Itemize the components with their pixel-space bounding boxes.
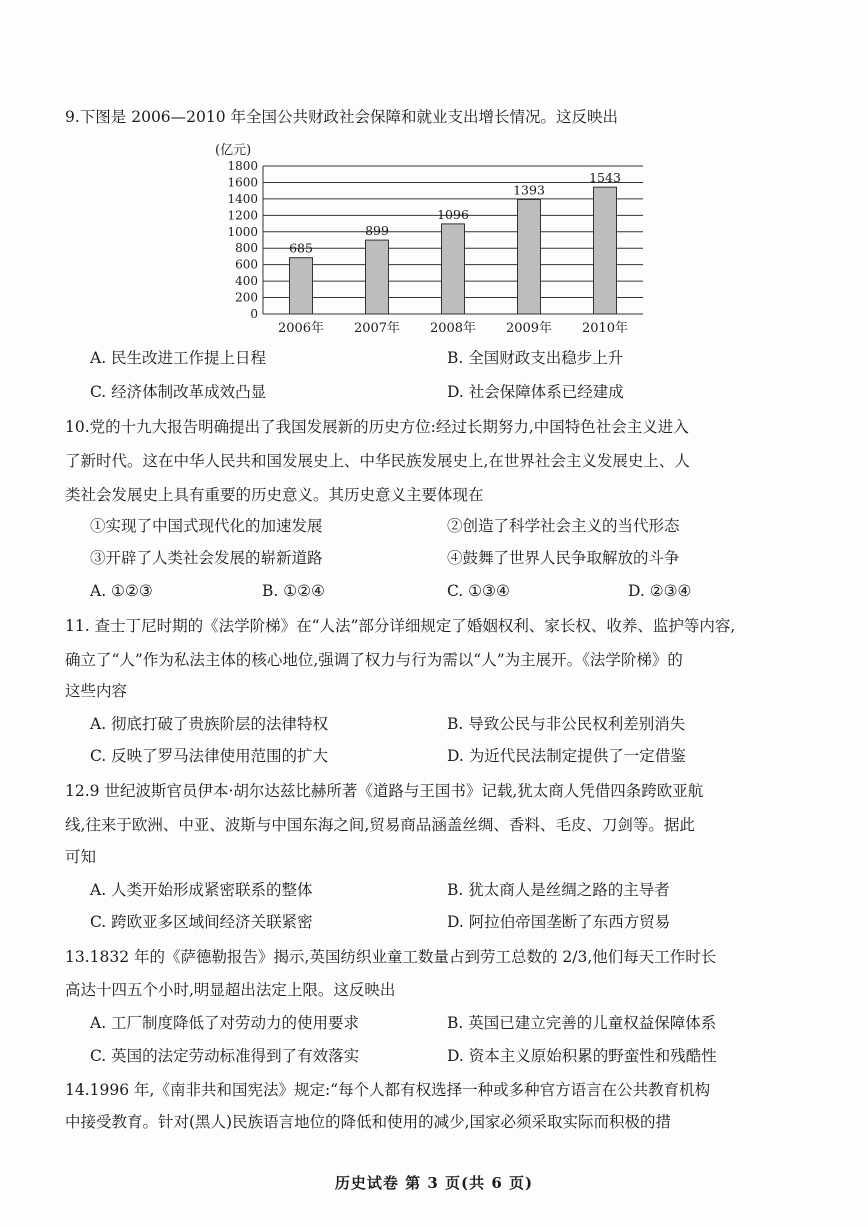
q11-option-b: B. 导致公民与非公民权利差别消失 [447, 715, 686, 733]
chart-ytick-label: 1800 [227, 159, 258, 173]
q9-option-d: D. 社会保障体系已经建成 [447, 383, 624, 401]
q12-option-b: B. 犹太商人是丝绸之路的主导者 [447, 881, 670, 899]
chart-ytick-label: 800 [235, 241, 258, 256]
chart-ytick-label: 200 [235, 290, 258, 305]
page-footer: 历史试卷 第 3 页(共 6 页) [334, 1174, 534, 1192]
q10-item-2: ②创造了科学社会主义的当代形态 [447, 517, 680, 535]
q9-option-a: A. 民生改进工作提上日程 [90, 349, 267, 367]
q12-line-2: 线,往来于欧洲、中亚、波斯与中国东海之间,贸易商品涵盖丝绸、香料、毛皮、刀剑等。据此 [65, 816, 695, 834]
chart-xtick-label: 2006年 [277, 321, 325, 336]
chart-ytick-label: 400 [235, 274, 258, 289]
chart-data-label: 1543 [589, 170, 621, 186]
q13-option-d: D. 资本主义原始积累的野蛮性和残酷性 [447, 1047, 717, 1065]
q10-line-1: 10.党的十九大报告明确提出了我国发展新的历史方位:经过长期努力,中国特色社会主义进入 [65, 418, 689, 436]
q13-option-a: A. 工厂制度降低了对劳动力的使用要求 [90, 1014, 360, 1032]
chart-ylabel: (亿元) [215, 143, 252, 158]
chart-data-label: 1393 [513, 182, 545, 198]
q10-option-d: D. ②③④ [628, 582, 692, 600]
chart-ytick-label: 1200 [227, 208, 258, 223]
chart-bar [290, 258, 313, 314]
q11-option-d: D. 为近代民法制定提供了一定借鉴 [447, 747, 686, 765]
chart-ytick-label: 1000 [227, 224, 258, 239]
q11-option-c: C. 反映了罗马法律使用范围的扩大 [90, 747, 329, 765]
q10-item-4: ④鼓舞了世界人民争取解放的斗争 [447, 549, 680, 567]
q10-line-2: 了新时代。这在中华人民共和国发展史上、中华民族发展史上,在世界社会主义发展史上、人 [65, 452, 690, 470]
chart-xtick-label: 2010年 [581, 321, 629, 336]
q12-option-d: D. 阿拉伯帝国垄断了东西方贸易 [447, 913, 671, 931]
q11-option-a: A. 彻底打破了贵族阶层的法律特权 [90, 715, 329, 733]
q12-option-c: C. 跨欧亚多区域间经济关联紧密 [90, 913, 313, 931]
q9-option-c: C. 经济体制改革成效凸显 [90, 383, 267, 401]
q10-option-a: A. ①②③ [90, 582, 153, 600]
q13-line-1: 13.1832 年的《萨德勒报告》揭示,英国纺织业童工数量占到劳工总数的 2/3,他们每天工作时长 [65, 948, 717, 966]
q9-option-b: B. 全国财政支出稳步上升 [447, 349, 624, 367]
q12-line-1: 12.9 世纪波斯官员伊本·胡尔达兹比赫所著《道路与王国书》记载,犹太商人凭借四条跨欧亚航 [65, 782, 704, 800]
q10-option-c: C. ①③④ [447, 582, 510, 600]
bar-chart [205, 138, 655, 338]
chart-xtick-label: 2008年 [429, 321, 477, 336]
q11-line-2: 确立了“人”作为私法主体的核心地位,强调了权力与行为需以“人”为主展开。《法学阶梯》的 [65, 651, 683, 669]
q10-item-1: ①实现了中国式现代化的加速发展 [90, 517, 323, 535]
q13-option-b: B. 英国已建立完善的儿童权益保障体系 [447, 1014, 717, 1032]
q11-line-1: 11. 查士丁尼时期的《法学阶梯》在“人法”部分详细规定了婚姻权利、家长权、收养、监护等内容, [65, 617, 736, 635]
q9-stem: 9.下图是 2006—2010 年全国公共财政社会保障和就业支出增长情况。这反映出 [65, 108, 619, 126]
chart-ytick-label: 1600 [227, 175, 258, 190]
q10-item-3: ③开辟了人类社会发展的崭新道路 [90, 549, 323, 567]
chart-bar [366, 240, 389, 314]
q13-option-c: C. 英国的法定劳动标准得到了有效落实 [90, 1047, 360, 1065]
chart-bar [518, 199, 541, 314]
q12-line-3: 可知 [65, 848, 97, 866]
q14-line-1: 14.1996 年,《南非共和国宪法》规定:“每个人都有权选择一种或多种官方语言在公共教育机构 [65, 1081, 711, 1099]
q12-option-a: A. 人类开始形成紧密联系的整体 [90, 881, 313, 899]
q11-line-3: 这些内容 [65, 682, 128, 700]
chart-ytick-label: 1400 [227, 191, 258, 206]
chart-xtick-label: 2007年 [353, 321, 401, 336]
bar-chart-svg [205, 138, 655, 338]
chart-ytick-label: 0 [250, 307, 258, 321]
chart-bar [594, 187, 617, 314]
chart-data-label: 685 [289, 240, 313, 256]
chart-data-label: 1096 [437, 206, 469, 222]
chart-data-label: 899 [365, 223, 389, 239]
q14-line-2: 中接受教育。针对(黑人)民族语言地位的降低和使用的减少,国家必须采取实际而积极的措 [65, 1113, 672, 1131]
q10-line-3: 类社会发展史上具有重要的历史意义。其历史意义主要体现在 [65, 486, 484, 504]
q10-option-b: B. ①②④ [262, 582, 325, 600]
chart-ytick-label: 600 [235, 257, 258, 272]
chart-xtick-label: 2009年 [505, 321, 553, 336]
chart-bar [442, 224, 465, 314]
q13-line-2: 高达十四五个小时,明显超出法定上限。这反映出 [65, 981, 396, 999]
